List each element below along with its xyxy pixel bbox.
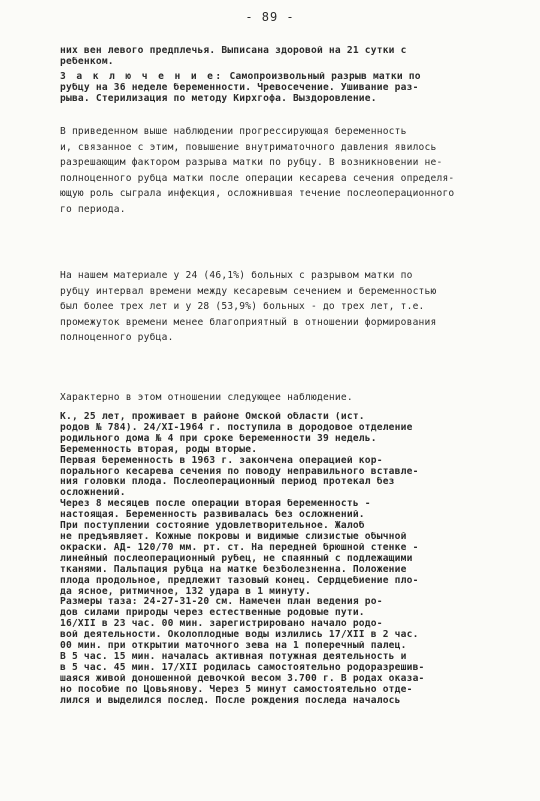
paragraph-2	[60, 268, 500, 346]
text-line: да ясное, ритмичное, 132 удара в 1 минуту.	[60, 586, 311, 597]
top-paragraph	[60, 46, 500, 68]
case-description	[60, 412, 500, 706]
text-line: них вен левого предплечья. Выписана здоровой на 21 сутки с	[60, 46, 407, 56]
text-line: В 5 час. 15 мин. началась активная потужная деятельность и	[60, 651, 407, 662]
text-line: был более трех лет и у 28 (53,9%) больных - до трех лет, т.е.	[60, 301, 425, 313]
text-line: окраски. АД- 120/70 мм. рт. ст. На передней брюшной стенке -	[60, 542, 419, 553]
text-line: ребенком.	[60, 56, 114, 67]
conclusion-text: Самопроизвольный разрыв матки по	[229, 72, 421, 82]
text-line: не предъявляет. Кожные покровы и видимые слизистые обычной	[60, 531, 407, 542]
text-line: полноценного рубца матки после операции кесарева сечения определя-	[60, 172, 455, 184]
text-line: шаяся живой доношенной девочкой весом 3.700 г. В родах оказа-	[60, 673, 425, 684]
text-line: рыва. Стерилизация по методу Кирхгофа. Выздоровление.	[60, 93, 377, 104]
conclusion-block	[60, 72, 500, 105]
text-line: и, связанное с этим, повышение внутриматочного давления явилось	[60, 141, 437, 153]
text-line: настоящая. Беременность развивалась без осложнений.	[60, 510, 365, 521]
paragraph-3	[60, 390, 500, 406]
text-line: но пособие по Цовьянову. Через 5 минут самостоятельно отде-	[60, 684, 413, 695]
paragraph-1	[60, 124, 500, 218]
text-line: Через 8 месяцев после операции вторая беременность -	[60, 499, 371, 510]
text-line: На нашем материале у 24 (46,1%) больных с разрывом матки по	[60, 270, 413, 281]
text-line: лился и выделился послед. После рождения последа началось	[60, 695, 401, 706]
text-line: полноценного рубца.	[60, 332, 174, 344]
text-line: Размеры таза: 24-27-31-20 см. Намечен план ведения ро-	[60, 597, 383, 608]
text-line: ния головки плода. Послеоперационный период протекал без	[60, 477, 395, 488]
text-line: осложнений.	[60, 488, 126, 499]
text-line: порального кесарева сечения по поводу неправильного вставле-	[60, 466, 419, 477]
text-line: Беременность вторая, роды вторые.	[60, 444, 258, 455]
text-line: го периода.	[60, 203, 126, 215]
text-line: линейный послеоперационный рубец, не спаянный с подлежащими	[60, 553, 413, 564]
text-line: вой деятельности. Околоплодные воды излились 17/XII в 2 час.	[60, 630, 419, 641]
text-line: родов № 784). 24/XI-1964 г. поступила в дородовое отделение	[60, 422, 413, 433]
text-line: разрешающим фактором разрыва матки по рубцу. В возникновении не-	[60, 157, 443, 169]
text-line: рубцу интервал времени между кесаревым сечением и беременностью	[60, 285, 437, 297]
text-line: плода продольное, предлежит тазовый конец. Сердцебиение пло-	[60, 575, 419, 586]
page-number: - 89 -	[245, 10, 295, 24]
text-line: промежуток времени менее благоприятный в отношении формирования	[60, 316, 437, 328]
conclusion-label: З а к л ю ч е н и е:	[60, 72, 224, 82]
text-line: Характерно в этом отношении следующее наблюдение.	[60, 392, 353, 403]
text-line: 16/XII в 23 час. 00 мин. зарегистрировано начало родо-	[60, 619, 383, 630]
text-line: тканями. Пальпация рубца на матке безболезненна. Положение	[60, 564, 407, 575]
text-line: При поступлении состояние удовлетворительное. Жалоб	[60, 521, 365, 532]
conclusion-first-line	[60, 72, 500, 83]
text-line: В приведенном выше наблюдении прогрессирующая беременность	[60, 126, 407, 137]
text-line: 00 мин. при открытии маточного зева на 1 поперечный палец.	[60, 641, 407, 652]
text-line: родильного дома № 4 при сроке беременности 39 недель.	[60, 433, 377, 444]
text-line: дов силами природы через естественные родовые пути.	[60, 608, 365, 619]
text-line: К., 25 лет, проживает в районе Омской области (ист.	[60, 412, 365, 422]
text-line: ющую роль сыграла инфекция, осложнившая течение послеоперационного	[60, 188, 455, 200]
text-line: в 5 час. 45 мин. 17/XII родилась самостоятельно родоразрешив-	[60, 662, 425, 673]
text-line: рубцу на 36 неделе беременности. Чревосечение. Ушивание раз-	[60, 82, 419, 93]
text-line: Первая беременность в 1963 г. закончена операцией кор-	[60, 455, 383, 466]
